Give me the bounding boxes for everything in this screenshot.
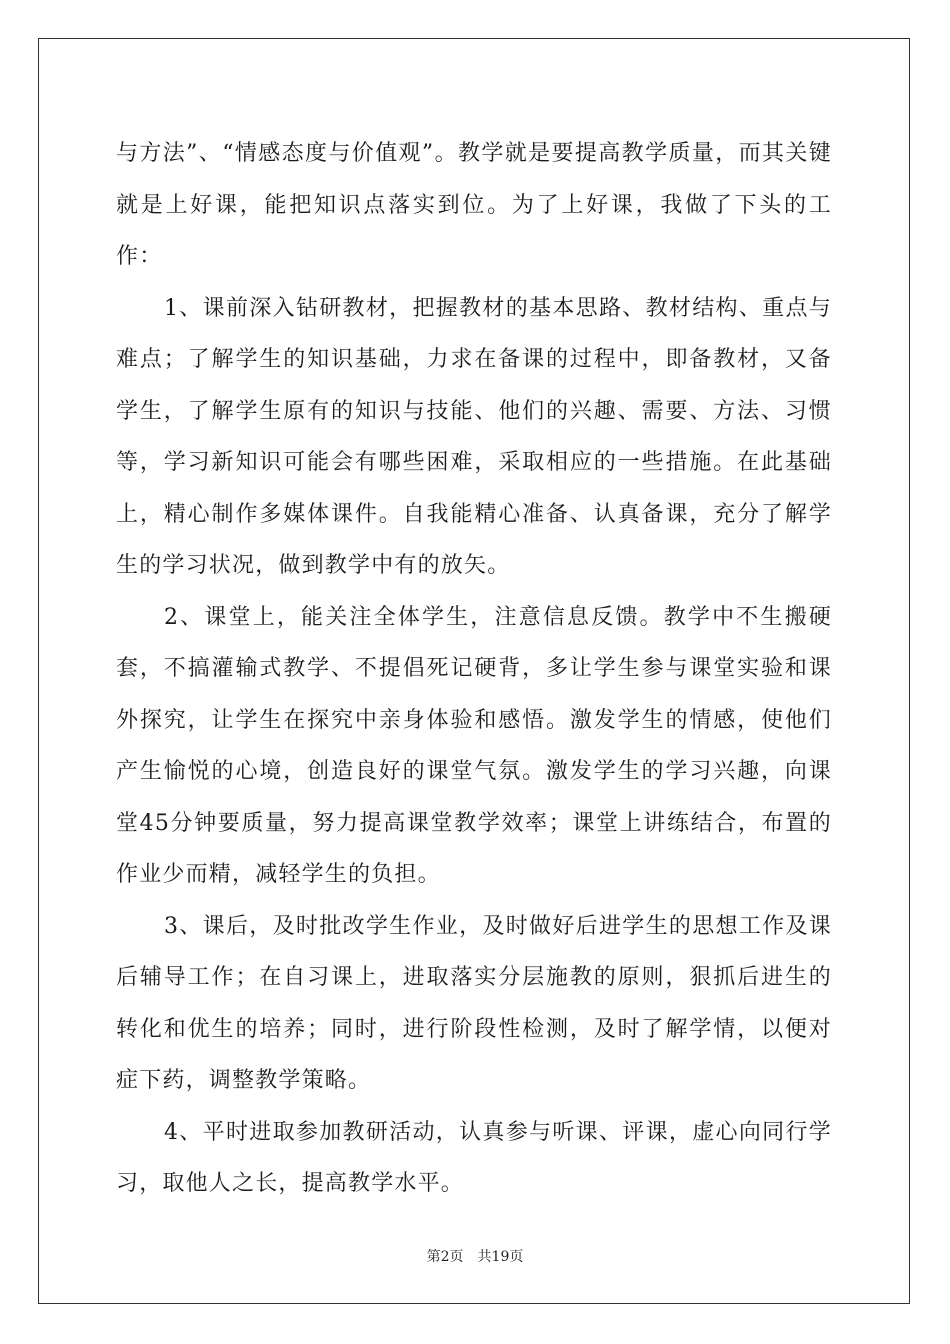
paragraph-item-1: 1、课前深入钻研教材，把握教材的基本思路、教材结构、重点与难点；了解学生的知识基础，力求在备课的过程中，即备教材，又备学生，了解学生原有的知识与技能、他们的兴趣、需要、方法、习惯等，学习新知识可能会有哪些困难，采取相应的一些措施。在此基础上，精心制作多媒体课件。自我能精心准备、认真备课，充分了解学生的学习状况，做到教学中有的放矢。 xyxy=(116,295,832,578)
paragraph-item-3: 3、课后，及时批改学生作业，及时做好后进学生的思想工作及课后辅导工作；在自习课上，进取落实分层施教的原则，狠抓后进生的转化和优生的培养；同时，进行阶段性检测，及时了解学情，以便对症下药，调整教学策略。 xyxy=(116,913,832,1093)
paragraph-continuation: 与方法”、“情感态度与价值观”。教学就是要提高教学质量，而其关键就是上好课，能把知识点落实到位。为了上好课，我做了下头的工作： xyxy=(116,141,832,269)
document-body xyxy=(116,128,832,1210)
paragraph-item-2: 2、课堂上，能关注全体学生，注意信息反馈。教学中不生搬硬套，不搞灌输式教学、不提倡死记硬背，多让学生参与课堂实验和课外探究，让学生在探究中亲身体验和感悟。激发学生的情感，使他们产生愉悦的心境，创造良好的课堂气氛。激发学生的学习兴趣，向课堂45分钟要质量，努力提高课堂教学效率；课堂上讲练结合，布置的作业少而精，减轻学生的负担。 xyxy=(116,604,832,887)
paragraph-item-4: 4、平时进取参加教研活动，认真参与听课、评课，虚心向同行学习，取他人之长，提高教学水平。 xyxy=(116,1119,832,1196)
page-number-footer: 第2页 共19页 xyxy=(426,1249,524,1265)
